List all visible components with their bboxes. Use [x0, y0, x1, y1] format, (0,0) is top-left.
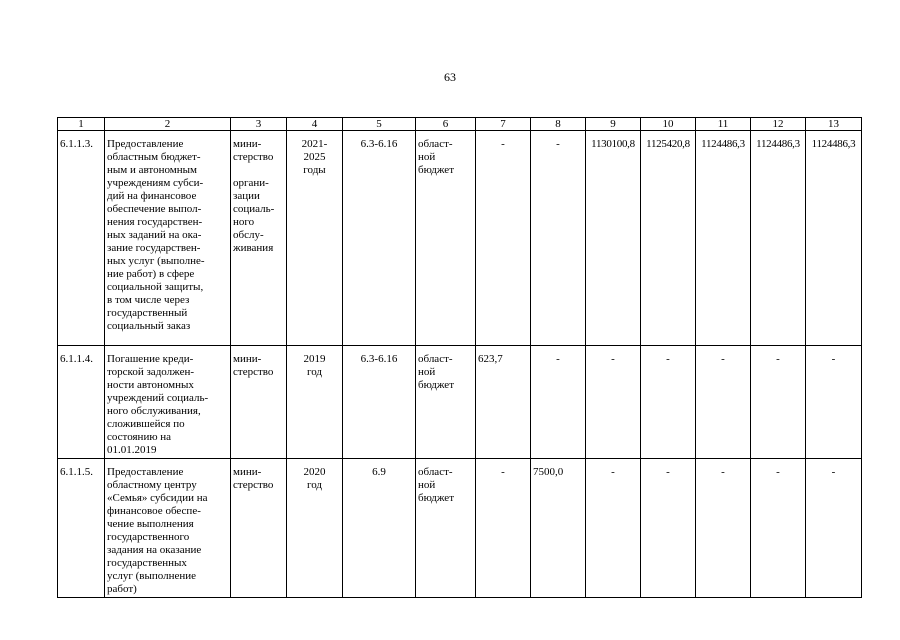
row-executor: мини- стерство [231, 459, 287, 598]
column-header: 6 [416, 118, 476, 131]
table-row [58, 459, 862, 598]
row-col-7: - [476, 131, 531, 346]
row-description: Предоставление областным бюджет- ным и автономным учреждениям субси- дий на финансовое обеспечение выпол- нения государствен- ных заданий на ока- зание государствен- ных услуг (выполне- ние работ) в сфере социальной защиты, в том числе через государственный социальный заказ [105, 131, 231, 346]
row-col-8: 7500,0 [531, 459, 586, 598]
header-row [58, 118, 862, 131]
column-header: 5 [343, 118, 416, 131]
row-funding-source: област- ной бюджет [416, 459, 476, 598]
row-col-11: 1124486,3 [696, 131, 751, 346]
column-header: 4 [287, 118, 343, 131]
column-header: 9 [586, 118, 641, 131]
row-col-8: - [531, 346, 586, 459]
column-header: 12 [751, 118, 806, 131]
row-col-9: - [586, 346, 641, 459]
column-header: 13 [806, 118, 862, 131]
column-header: 1 [58, 118, 105, 131]
row-code: 6.1.1.4. [58, 346, 105, 459]
row-period: 2019 год [287, 346, 343, 459]
page-number: 63 [444, 70, 456, 84]
column-header: 8 [531, 118, 586, 131]
row-code: 6.1.1.3. [58, 131, 105, 346]
row-indicators: 6.9 [343, 459, 416, 598]
row-col-10: - [641, 346, 696, 459]
column-header: 7 [476, 118, 531, 131]
row-description: Предоставление областному центру «Семья» субсидии на финансовое обеспе- чение выполнения государственного задания на оказание государственных услуг (выполнение работ) [105, 459, 231, 598]
row-col-13: - [806, 459, 862, 598]
column-header: 3 [231, 118, 287, 131]
column-header: 11 [696, 118, 751, 131]
row-executor: мини- стерство органи- зации социаль- ного обслу- живания [231, 131, 287, 346]
table-row [58, 346, 862, 459]
column-header: 10 [641, 118, 696, 131]
column-header: 2 [105, 118, 231, 131]
row-col-12: - [751, 346, 806, 459]
table-row [58, 131, 862, 346]
row-col-11: - [696, 346, 751, 459]
row-description: Погашение креди- торской задолжен- ности автономных учреждений социаль- ного обслуживания, сложившейся по состоянию на 01.01.2019 [105, 346, 231, 459]
row-col-11: - [696, 459, 751, 598]
row-funding-source: област- ной бюджет [416, 131, 476, 346]
budget-table [57, 117, 862, 598]
row-col-12: 1124486,3 [751, 131, 806, 346]
row-executor: мини- стерство [231, 346, 287, 459]
row-period: 2021- 2025 годы [287, 131, 343, 346]
row-indicators: 6.3-6.16 [343, 346, 416, 459]
row-col-10: - [641, 459, 696, 598]
row-col-13: 1124486,3 [806, 131, 862, 346]
row-code: 6.1.1.5. [58, 459, 105, 598]
row-col-9: - [586, 459, 641, 598]
row-col-12: - [751, 459, 806, 598]
row-col-10: 1125420,8 [641, 131, 696, 346]
row-col-8: - [531, 131, 586, 346]
row-col-13: - [806, 346, 862, 459]
row-period: 2020 год [287, 459, 343, 598]
row-indicators: 6.3-6.16 [343, 131, 416, 346]
row-col-7: 623,7 [476, 346, 531, 459]
row-funding-source: област- ной бюджет [416, 346, 476, 459]
row-col-9: 1130100,8 [586, 131, 641, 346]
row-col-7: - [476, 459, 531, 598]
